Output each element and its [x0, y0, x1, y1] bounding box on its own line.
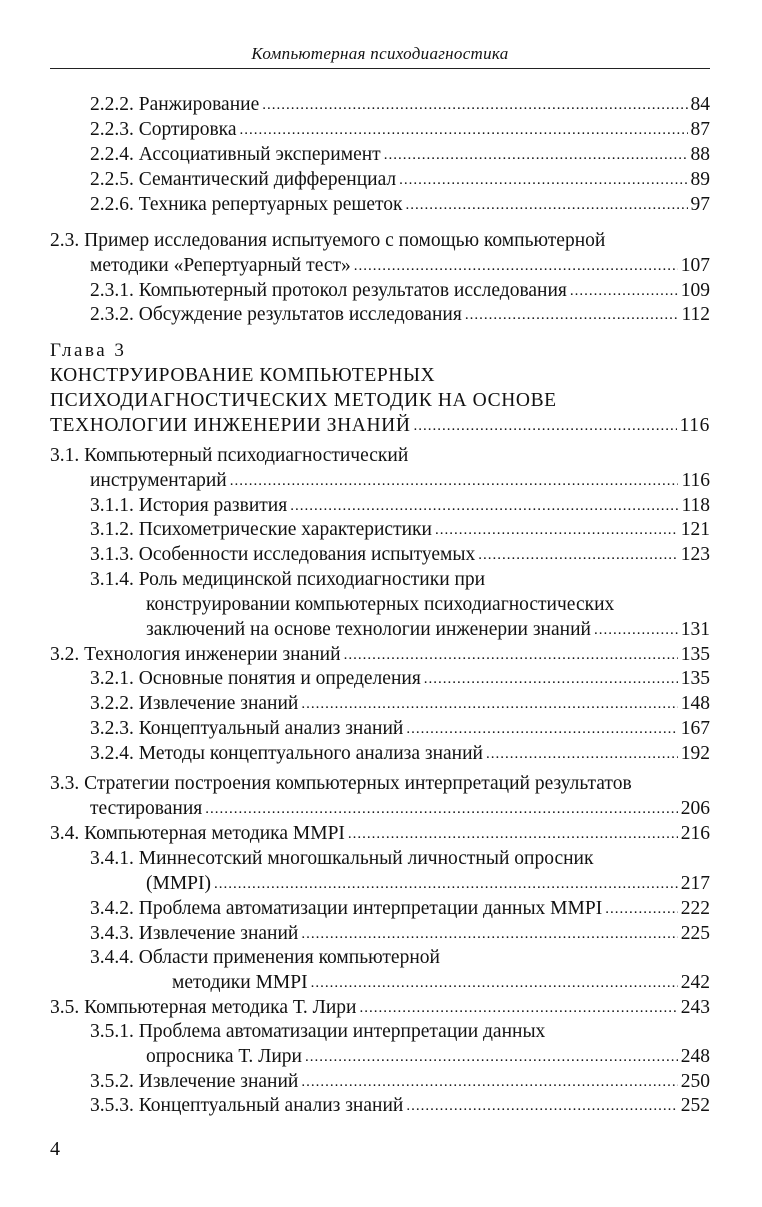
toc-entry-page: 167 — [680, 718, 710, 739]
page-number: 4 — [50, 1138, 60, 1160]
toc-entry — [90, 143, 710, 168]
toc-entry-page: 135 — [680, 668, 710, 689]
dot-leader — [290, 493, 678, 518]
toc-entry — [172, 971, 710, 996]
toc-entry-title: методики MMPI — [172, 972, 308, 993]
toc-entry-page: 252 — [680, 1095, 710, 1116]
toc-entry-page: 116 — [679, 415, 710, 436]
toc-entry-page: 87 — [690, 119, 710, 140]
dot-leader — [570, 278, 678, 303]
toc-entry-page: 148 — [680, 693, 710, 714]
toc-entry — [90, 897, 710, 922]
toc-entry-title: 2.2.2. Ранжирование — [90, 94, 260, 115]
toc-entry-title: 3.2.1. Основные понятия и определения — [90, 668, 421, 689]
toc-entry-page: 97 — [690, 194, 710, 215]
toc-entry-title: 3.2. Технология инженерии знаний — [50, 644, 341, 665]
toc-entry-first-line: 2.3. Пример исследования испытуемого с помощью компьютерной — [50, 230, 606, 251]
dot-leader — [311, 970, 678, 995]
toc-entry-title: 3.5.3. Концептуальный анализ знаний — [90, 1095, 404, 1116]
toc-entry — [50, 643, 710, 668]
dot-leader — [486, 741, 678, 766]
toc-entry-page: 225 — [680, 923, 710, 944]
toc-entry — [90, 1094, 710, 1119]
toc-entry-title: 3.4.3. Извлечение знаний — [90, 923, 299, 944]
toc-entry — [90, 518, 710, 543]
toc-entry-first-line: 3.1. Компьютерный психодиагностический — [50, 445, 409, 466]
toc-entry-title: методики «Репертуарный тест» — [90, 255, 351, 276]
toc-entry-title: 3.5.2. Извлечение знаний — [90, 1071, 299, 1092]
toc-entry — [50, 822, 710, 847]
toc-entry-title: 2.2.5. Семантический дифференциал — [90, 169, 397, 190]
toc-entry-title: 2.3.1. Компьютерный протокол результатов исследования — [90, 280, 567, 301]
toc-entry — [90, 93, 710, 118]
dot-leader — [301, 1069, 677, 1094]
toc-entry — [146, 618, 710, 643]
toc-entry-first-line: 3.3. Стратегии построения компьютерных интерпретаций результатов — [50, 773, 632, 794]
toc-entry-page: 135 — [680, 644, 710, 665]
toc-entry — [90, 303, 710, 328]
toc-entry-page: 112 — [681, 304, 710, 325]
toc-entry-page: 131 — [680, 619, 710, 640]
toc-entry-title: инструментарий — [90, 470, 227, 491]
toc-entry-page: 88 — [690, 144, 710, 165]
dot-leader — [406, 716, 677, 741]
dot-leader — [344, 642, 678, 667]
toc-entry-title: (MMPI) — [146, 873, 212, 894]
toc-entry-title: 3.5. Компьютерная методика Т. Лири — [50, 997, 357, 1018]
toc-entry-title: 3.1.2. Психометрические характеристики — [90, 519, 432, 540]
chapter-label: Глава 3 — [50, 340, 127, 361]
dot-leader — [406, 192, 688, 217]
toc-entry-title: опросника Т. Лири — [146, 1046, 302, 1067]
dot-leader — [240, 117, 688, 142]
dot-leader — [406, 1093, 677, 1118]
toc-entry-continuation-line: конструировании компьютерных психодиагностических — [146, 594, 615, 615]
toc-entry — [90, 118, 710, 143]
toc-entry-page: 250 — [680, 1071, 710, 1092]
toc-entry-title: тестирования — [90, 798, 203, 819]
toc-entry-title: 3.2.2. Извлечение знаний — [90, 693, 299, 714]
toc-entry-title: 3.4. Компьютерная методика MMPI — [50, 823, 345, 844]
toc-entry — [90, 469, 710, 494]
dot-leader — [305, 1044, 678, 1069]
toc-entry-title: 2.3.2. Обсуждение результатов исследования — [90, 304, 462, 325]
toc-entry — [90, 1070, 710, 1095]
dot-leader — [384, 142, 688, 167]
toc-entry — [90, 494, 710, 519]
toc-entry-title: ТЕХНОЛОГИИ ИНЖЕНЕРИИ ЗНАНИЙ — [50, 415, 411, 436]
dot-leader — [262, 92, 687, 117]
toc-entry-page: 248 — [680, 1046, 710, 1067]
running-header: Компьютерная психодиагностика — [251, 44, 509, 63]
toc-entry-page: 242 — [680, 972, 710, 993]
toc-entry-title: 3.2.3. Концептуальный анализ знаний — [90, 718, 404, 739]
toc-entry-title: 3.1.3. Особенности исследования испытуемых — [90, 544, 476, 565]
toc-entry-title: 3.2.4. Методы концептуального анализа знаний — [90, 743, 483, 764]
toc-entry-page: 243 — [680, 997, 710, 1018]
dot-leader — [435, 517, 678, 542]
toc-entry — [90, 667, 710, 692]
toc-entry — [90, 717, 710, 742]
chapter-title-line: ПСИХОДИАГНОСТИЧЕСКИХ МЕТОДИК НА ОСНОВЕ — [50, 390, 557, 411]
toc-entry — [90, 692, 710, 717]
toc-entry — [90, 193, 710, 218]
toc-entry-page: 84 — [690, 94, 710, 115]
dot-leader — [478, 542, 678, 567]
toc-entry-page: 123 — [680, 544, 710, 565]
toc-entry-page: 116 — [681, 470, 710, 491]
dot-leader — [605, 896, 678, 921]
dot-leader — [230, 468, 679, 493]
toc-entry-first-line: 3.4.4. Области применения компьютерной — [90, 947, 440, 968]
toc-entry-first-line: 3.4.1. Миннесотский многошкальный личностный опросник — [90, 848, 594, 869]
dot-leader — [465, 302, 679, 327]
toc-entry-page: 192 — [680, 743, 710, 764]
dot-leader — [214, 871, 678, 896]
toc-entry — [90, 168, 710, 193]
toc-entry — [146, 1045, 710, 1070]
dot-leader — [205, 796, 678, 821]
dot-leader — [399, 167, 687, 192]
toc-entry-page: 109 — [680, 280, 710, 301]
dot-leader — [354, 253, 678, 278]
dot-leader — [301, 921, 677, 946]
chapter-title-line: КОНСТРУИРОВАНИЕ КОМПЬЮТЕРНЫХ — [50, 365, 436, 386]
toc-entry-title: 2.2.6. Техника репертуарных решеток — [90, 194, 403, 215]
toc-entry-title: 2.2.3. Сортировка — [90, 119, 237, 140]
toc-entry-page: 217 — [680, 873, 710, 894]
toc-entry-page: 222 — [680, 898, 710, 919]
toc-entry — [90, 922, 710, 947]
dot-leader — [414, 413, 677, 438]
toc-entry — [90, 797, 710, 822]
toc-entry — [50, 996, 710, 1021]
toc-entry — [90, 254, 710, 279]
toc-entry-title: 3.4.2. Проблема автоматизации интерпретации данных MMPI — [90, 898, 603, 919]
toc-entry-page: 89 — [690, 169, 710, 190]
toc-entry-page: 118 — [681, 495, 710, 516]
toc-entry-title: 2.2.4. Ассоциативный эксперимент — [90, 144, 381, 165]
dot-leader — [348, 821, 678, 846]
toc-entry-title: заключений на основе технологии инженерии знаний — [146, 619, 591, 640]
dot-leader — [594, 617, 678, 642]
dot-leader — [301, 691, 677, 716]
toc-entry-first-line: 3.5.1. Проблема автоматизации интерпретации данных — [90, 1021, 546, 1042]
dot-leader — [359, 995, 677, 1020]
toc-entry-page: 206 — [680, 798, 710, 819]
toc-entry-page: 216 — [680, 823, 710, 844]
toc-entry-title: 3.1.1. История развития — [90, 495, 288, 516]
toc-entry — [90, 742, 710, 767]
chapter-title-entry — [50, 414, 710, 439]
toc-entry — [90, 279, 710, 304]
toc-entry-first-line: 3.1.4. Роль медицинской психодиагностики при — [90, 569, 486, 590]
toc-entry — [146, 872, 710, 897]
dot-leader — [424, 666, 678, 691]
toc-entry-page: 121 — [680, 519, 710, 540]
toc-entry — [90, 543, 710, 568]
toc-entry-page: 107 — [680, 255, 710, 276]
